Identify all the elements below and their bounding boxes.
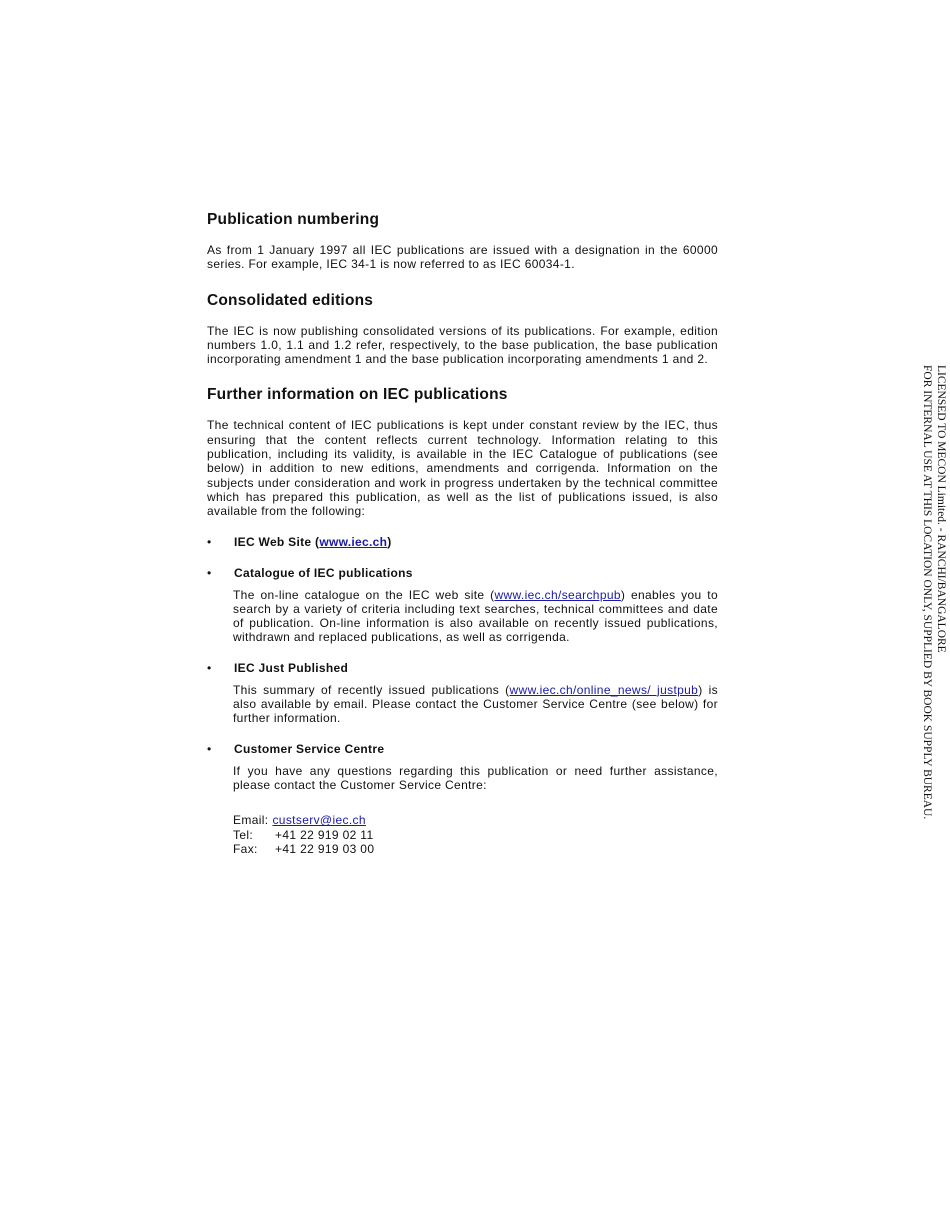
document-body <box>207 210 718 856</box>
further-information-text: The technical content of IEC publications is kept under constant review by the IEC, thus ensuring that the content reflects current technology. Information relating to this publication, including its validity, is available in the IEC Catalogue of publications (see below) in addition to new editions, amendments and corrigenda. Information on the subjects under consideration and work in progress undertaken by the technical committee which has prepared this publication, as well as the list of publications issued, is also available from the following: <box>207 418 718 519</box>
catalogue-title: Catalogue of IEC publications <box>234 565 413 580</box>
license-watermark <box>920 365 948 819</box>
tel-value: +41 22 919 02 11 <box>275 827 374 842</box>
customer-service-text: If you have any questions regarding this publication or need further assistance, please contact the Customer Service Centre: <box>233 763 718 792</box>
catalogue-link[interactable]: www.iec.ch/searchpub <box>494 587 621 602</box>
web-site-label-suffix: ) <box>387 534 392 549</box>
email-link[interactable]: custserv@iec.ch <box>272 813 366 828</box>
web-site-link[interactable]: www.iec.ch <box>319 534 388 549</box>
bullet-icon: • <box>207 660 212 675</box>
customer-service-item <box>207 742 718 757</box>
bullet-icon: • <box>207 741 212 756</box>
tel-row <box>233 828 718 842</box>
publication-numbering-heading: Publication numbering <box>207 211 380 228</box>
tel-label: Tel: <box>233 827 254 842</box>
customer-service-title: Customer Service Centre <box>234 741 385 756</box>
web-site-item <box>207 535 718 550</box>
catalogue-item <box>207 566 718 581</box>
catalogue-text: The on-line catalogue on the IEC web site (www.iec.ch/searchpub) enables you to search by a variety of criteria including text searches, technical committees and date of publication. On-line information is also available on recently issued publications, withdrawn and replaced publications, as well as corrigenda. <box>233 587 718 645</box>
bullet-icon: • <box>207 534 212 549</box>
web-site-label: IEC Web Site ( <box>234 534 320 549</box>
fax-label: Fax: <box>233 841 258 856</box>
just-published-link[interactable]: www.iec.ch/online_news/ justpub <box>509 682 699 697</box>
email-label: Email: <box>233 813 269 828</box>
publication-numbering-text: As from 1 January 1997 all IEC publications are issued with a designation in the 60000 series. For example, IEC 34-1 is now referred to as IEC 60034-1. <box>207 243 718 272</box>
license-line-2: FOR INTERNAL USE AT THIS LOCATION ONLY, SUPPLIED BY BOOK SUPPLY BUREAU. <box>921 365 933 820</box>
fax-value: +41 22 919 03 00 <box>275 841 375 856</box>
email-row <box>233 813 718 827</box>
just-published-title: IEC Just Published <box>234 660 349 675</box>
bullet-icon: • <box>207 565 212 580</box>
just-published-item <box>207 661 718 676</box>
just-published-text: This summary of recently issued publications (www.iec.ch/online_news/ justpub) is also available by email. Please contact the Customer Service Centre (see below) for further information. <box>233 682 718 726</box>
further-information-heading: Further information on IEC publications <box>207 386 508 404</box>
consolidated-editions-text: The IEC is now publishing consolidated versions of its publications. For example, edition numbers 1.0, 1.1 and 1.2 refer, respectively, to the base publication, the base publication incorporating amendment 1 and the base publication incorporating amendments 1 and 2. <box>207 323 718 367</box>
consolidated-editions-heading: Consolidated editions <box>207 291 374 309</box>
license-line-1: LICENSED TO MECON Limited. - RANCHI/BANGALORE <box>935 365 947 653</box>
fax-row <box>233 842 718 856</box>
